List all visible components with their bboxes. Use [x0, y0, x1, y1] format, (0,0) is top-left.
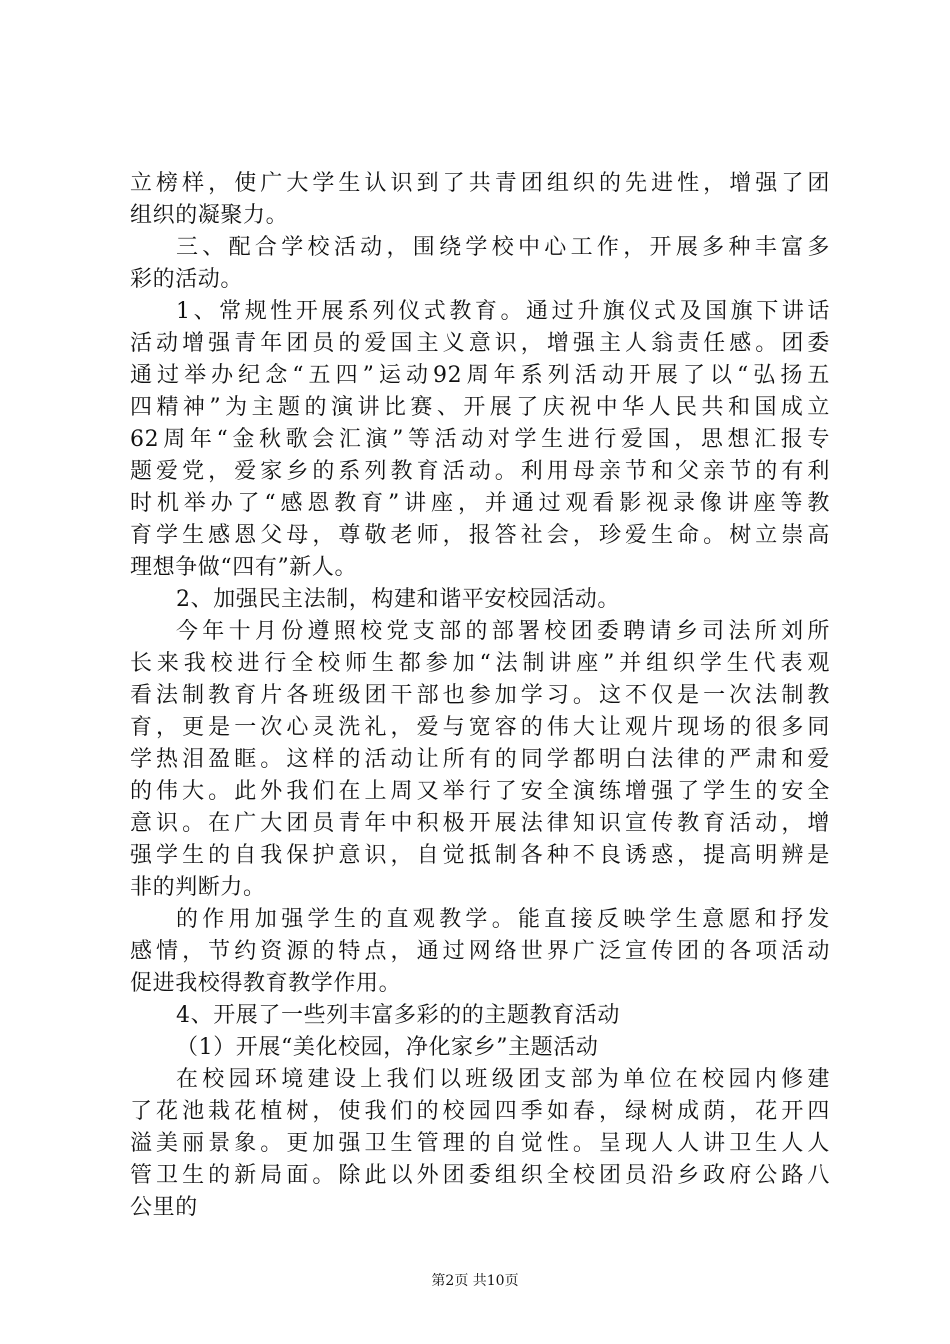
text-line: 三、配合学校活动，围绕学校中心工作，开展多种丰富多 — [176, 235, 830, 260]
page-footer — [0, 1271, 950, 1291]
page-number: 第2页 共10页 — [431, 1273, 519, 1289]
text-line: 感情，节约资源的特点，通过网络世界广泛宣传团的各项活动 — [130, 939, 830, 964]
text-line: 理想争做“四有”新人。 — [130, 555, 358, 580]
text-line: 时机举办了“感恩教育”讲座，并通过观看影视录像讲座等教 — [130, 491, 830, 516]
text-line: 管卫生的新局面。除此以外团委组织全校团员沿乡政府公路八 — [130, 1163, 830, 1188]
text-line: 强学生的自我保护意识，自觉抵制各种不良诱惑，提高明辨是 — [130, 843, 830, 868]
text-line: 的伟大。此外我们在上周又举行了安全演练增强了学生的安全 — [130, 779, 830, 804]
text-line: 非的判断力。 — [130, 875, 266, 900]
text-line: 立榜样，使广大学生认识到了共青团组织的先进性，增强了团 — [130, 171, 830, 196]
text-line: 1、常规性开展系列仪式教育。通过升旗仪式及国旗下讲话 — [176, 299, 830, 324]
document-body — [130, 168, 830, 1224]
text-line: 彩的活动。 — [130, 267, 244, 292]
text-line: 了花池栽花植树，使我们的校园四季如春，绿树成荫，花开四 — [130, 1099, 830, 1124]
text-line: 题爱党，爱家乡的系列教育活动。利用母亲节和父亲节的有利 — [130, 459, 830, 484]
text-line: 公里的 — [130, 1195, 198, 1220]
text-line: （1）开展“美化校园，净化家乡”主题活动 — [176, 1035, 599, 1060]
text-line: 62周年“金秋歌会汇演”等活动对学生进行爱国，思想汇报专 — [130, 427, 830, 452]
text-line: 今年十月份遵照校党支部的部署校团委聘请乡司法所刘所 — [176, 619, 830, 644]
text-line: 溢美丽景象。更加强卫生管理的自觉性。呈现人人讲卫生人人 — [130, 1131, 830, 1156]
text-line: 促进我校得教育教学作用。 — [130, 971, 402, 996]
text-line: 的作用加强学生的直观教学。能直接反映学生意愿和抒发 — [176, 907, 830, 932]
text-line: 在校园环境建设上我们以班级团支部为单位在校园内修建 — [176, 1067, 830, 1092]
text-line: 2、加强民主法制，构建和谐平安校园活动。 — [176, 587, 620, 612]
text-line: 四精神”为主题的演讲比赛、开展了庆祝中华人民共和国成立 — [130, 395, 830, 420]
text-line: 育，更是一次心灵洗礼，爱与宽容的伟大让观片现场的很多同 — [130, 715, 830, 740]
text-line: 学热泪盈眶。这样的活动让所有的同学都明白法律的严肃和爱 — [130, 747, 830, 772]
text-line: 组织的凝聚力。 — [130, 203, 289, 228]
text-line: 看法制教育片各班级团干部也参加学习。这不仅是一次法制教 — [130, 683, 830, 708]
text-line: 意识。在广大团员青年中积极开展法律知识宣传教育活动，增 — [130, 811, 830, 836]
text-line: 通过举办纪念“五四”运动92周年系列活动开展了以“弘扬五 — [130, 363, 830, 388]
text-line: 育学生感恩父母，尊敬老师，报答社会，珍爱生命。树立崇高 — [130, 523, 830, 548]
text-line: 4、开展了一些列丰富多彩的的主题教育活动 — [176, 1003, 620, 1028]
text-line: 长来我校进行全校师生都参加“法制讲座”并组织学生代表观 — [130, 651, 830, 676]
text-line: 活动增强青年团员的爱国主义意识，增强主人翁责任感。团委 — [130, 331, 830, 356]
